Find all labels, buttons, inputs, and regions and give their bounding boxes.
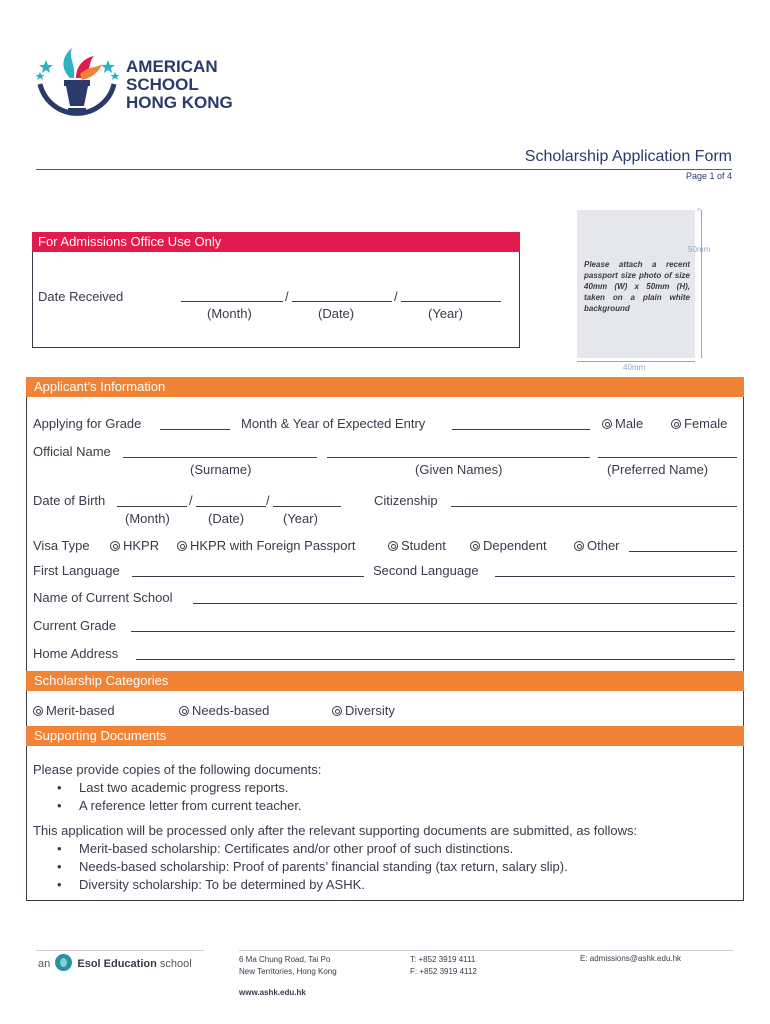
width-dimension-line bbox=[577, 361, 695, 362]
given-names-field[interactable] bbox=[327, 457, 590, 458]
category-diversity[interactable] bbox=[332, 703, 395, 718]
visa-other-field[interactable] bbox=[629, 551, 737, 552]
height-label: 50mm bbox=[688, 245, 711, 254]
first-language-label: First Language bbox=[33, 563, 120, 578]
page-number: Page 1 of 4 bbox=[685, 171, 732, 181]
doc-item: • Last two academic progress reports. bbox=[79, 780, 289, 795]
radio-icon[interactable] bbox=[671, 419, 681, 429]
photo-instruction: Please attach a recent passport size photo of size 40mm (W) x 50mm (H), taken on a plain white background bbox=[584, 260, 690, 313]
dob-month-field[interactable] bbox=[117, 506, 187, 507]
visa-option-hkpr[interactable] bbox=[110, 538, 159, 553]
visa-option-other[interactable] bbox=[574, 538, 620, 553]
title-rule bbox=[36, 169, 732, 170]
applicant-info-header: Applicant’s Information bbox=[26, 377, 744, 397]
phone-number: T: +852 3919 4111 bbox=[410, 955, 476, 964]
grade-label: Applying for Grade bbox=[33, 416, 142, 431]
height-dimension-line bbox=[701, 210, 702, 358]
visa-option-label: Dependent bbox=[483, 538, 547, 553]
dob-month-caption: (Month) bbox=[125, 511, 170, 526]
esol-logo-icon bbox=[55, 954, 72, 971]
school-name bbox=[126, 58, 233, 112]
requirement-item: • Merit-based scholarship: Certificates and/or other proof of such distinctions. bbox=[79, 841, 513, 856]
dob-label: Date of Birth bbox=[33, 493, 106, 508]
footer-email[interactable]: E: admissions@ashk.edu.hk bbox=[580, 954, 682, 963]
school-name-line1: AMERICAN bbox=[126, 57, 218, 76]
second-language-field[interactable] bbox=[495, 576, 735, 577]
current-grade-label: Current Grade bbox=[33, 618, 117, 633]
citizenship-label: Citizenship bbox=[374, 493, 438, 508]
esol-brand bbox=[38, 954, 192, 971]
esol-school: school bbox=[159, 958, 192, 970]
female-option[interactable] bbox=[671, 416, 727, 431]
dob-date-caption: (Date) bbox=[208, 511, 245, 526]
male-option[interactable] bbox=[602, 416, 643, 431]
school-name-line3: HONG KONG bbox=[126, 93, 233, 112]
requirement-item: • Diversity scholarship: To be determined by ASHK. bbox=[79, 877, 365, 892]
radio-icon[interactable] bbox=[470, 541, 480, 551]
date-received-label: Date Received bbox=[38, 289, 124, 304]
category-label: Diversity bbox=[345, 703, 395, 718]
footer-rule-right bbox=[239, 950, 733, 951]
processing-note: This application will be processed only after the relevant supporting documents are submitted, as follows: bbox=[33, 823, 638, 838]
esol-name: Esol Education bbox=[77, 958, 157, 970]
entry-field[interactable] bbox=[452, 429, 590, 430]
address-line2: New Territories, Hong Kong bbox=[239, 967, 337, 976]
surname-caption: (Surname) bbox=[190, 462, 252, 477]
visa-option-hkpr-foreign[interactable] bbox=[177, 538, 355, 553]
visa-type-label: Visa Type bbox=[33, 538, 90, 553]
radio-icon[interactable] bbox=[388, 541, 398, 551]
radio-icon[interactable] bbox=[33, 706, 43, 716]
supporting-intro: Please provide copies of the following documents: bbox=[33, 762, 322, 777]
office-month-field[interactable] bbox=[181, 301, 283, 302]
office-month-caption: (Month) bbox=[207, 306, 252, 321]
dob-date-field[interactable] bbox=[196, 506, 266, 507]
second-language-label: Second Language bbox=[373, 563, 479, 578]
current-grade-field[interactable] bbox=[131, 631, 735, 632]
fax-number: F: +852 3919 4112 bbox=[410, 967, 477, 976]
categories-header: Scholarship Categories bbox=[26, 671, 744, 691]
home-address-field[interactable] bbox=[136, 659, 735, 660]
office-date-field[interactable] bbox=[292, 301, 392, 302]
radio-icon[interactable] bbox=[602, 419, 612, 429]
radio-icon[interactable] bbox=[332, 706, 342, 716]
requirement-item: • Needs-based scholarship: Proof of parents’ financial standing (tax return, salary slip). bbox=[79, 859, 568, 874]
dob-year-field[interactable] bbox=[273, 506, 341, 507]
preferred-name-field[interactable] bbox=[598, 457, 737, 458]
doc-item: • A reference letter from current teacher. bbox=[79, 798, 302, 813]
visa-option-label: Other bbox=[587, 538, 620, 553]
footer-address bbox=[239, 954, 337, 978]
radio-icon[interactable] bbox=[179, 706, 189, 716]
official-name-label: Official Name bbox=[33, 444, 111, 459]
category-label: Merit-based bbox=[46, 703, 115, 718]
footer-website[interactable]: www.ashk.edu.hk bbox=[239, 988, 306, 997]
first-language-field[interactable] bbox=[132, 576, 364, 577]
home-address-label: Home Address bbox=[33, 646, 119, 661]
surname-field[interactable] bbox=[123, 457, 317, 458]
citizenship-field[interactable] bbox=[451, 506, 737, 507]
esol-an: an bbox=[38, 958, 51, 970]
slash: / bbox=[189, 493, 193, 508]
slash: / bbox=[394, 289, 398, 304]
office-date-caption: (Date) bbox=[318, 306, 355, 321]
current-school-label: Name of Current School bbox=[33, 590, 173, 605]
grade-field[interactable] bbox=[160, 429, 230, 430]
footer-rule-left bbox=[36, 950, 204, 951]
radio-icon[interactable] bbox=[177, 541, 187, 551]
category-needs[interactable] bbox=[179, 703, 269, 718]
arrow-up-icon: ^ bbox=[697, 207, 701, 216]
radio-icon[interactable] bbox=[574, 541, 584, 551]
slash: / bbox=[266, 493, 270, 508]
office-year-field[interactable] bbox=[401, 301, 501, 302]
form-title: Scholarship Application Form bbox=[524, 148, 732, 165]
female-label: Female bbox=[684, 416, 728, 431]
preferred-name-caption: (Preferred Name) bbox=[607, 462, 709, 477]
visa-option-label: Student bbox=[401, 538, 446, 553]
supporting-docs-header: Supporting Documents bbox=[26, 726, 744, 746]
slash: / bbox=[285, 289, 289, 304]
width-label: 40mm bbox=[623, 363, 646, 372]
given-names-caption: (Given Names) bbox=[415, 462, 503, 477]
visa-option-label: HKPR with Foreign Passport bbox=[190, 538, 356, 553]
torch-emblem-icon bbox=[32, 44, 122, 120]
office-use-header: For Admissions Office Use Only bbox=[32, 232, 520, 252]
school-name-line2: SCHOOL bbox=[126, 75, 199, 94]
male-label: Male bbox=[615, 416, 644, 431]
school-logo bbox=[32, 44, 122, 120]
visa-option-label: HKPR bbox=[123, 538, 160, 553]
radio-icon[interactable] bbox=[110, 541, 120, 551]
category-label: Needs-based bbox=[192, 703, 270, 718]
office-year-caption: (Year) bbox=[428, 306, 463, 321]
category-merit[interactable] bbox=[33, 703, 115, 718]
visa-option-dependent[interactable] bbox=[470, 538, 547, 553]
visa-option-student[interactable] bbox=[388, 538, 446, 553]
entry-label: Month & Year of Expected Entry bbox=[241, 416, 426, 431]
address-line1: 6 Ma Chung Road, Tai Po bbox=[239, 955, 331, 964]
dob-year-caption: (Year) bbox=[283, 511, 318, 526]
footer-phones bbox=[410, 954, 477, 978]
current-school-field[interactable] bbox=[193, 603, 737, 604]
